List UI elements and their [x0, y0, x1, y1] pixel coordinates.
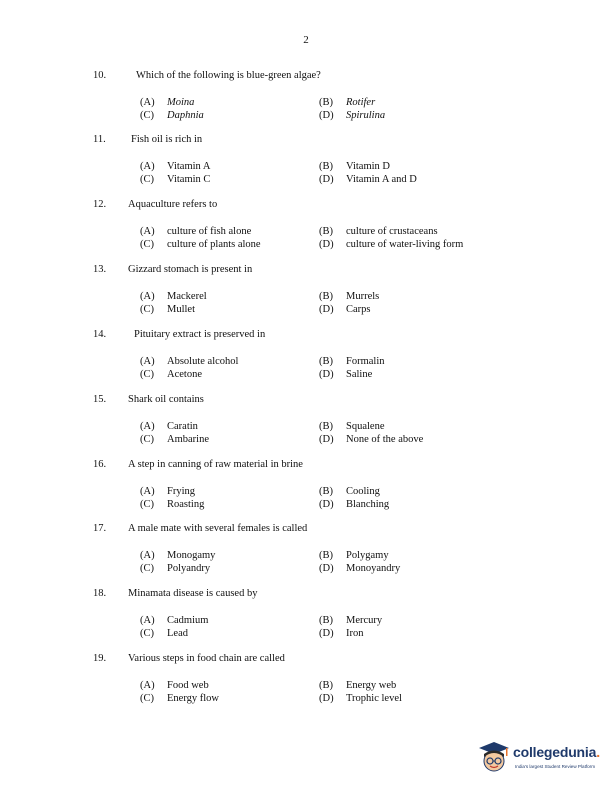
option-d: (D) Iron: [319, 628, 364, 639]
option-d: (D) culture of water-living form: [319, 239, 464, 250]
option-b: (B) Vitamin D: [319, 161, 390, 172]
option-a: (A) Absolute alcohol: [140, 356, 239, 367]
question-number: 11.: [93, 134, 106, 145]
option-b: (B) Mercury: [319, 615, 383, 626]
question-text: Pituitary extract is preserved in: [134, 329, 266, 340]
question-number: 17.: [93, 523, 107, 534]
question-number: 16.: [93, 459, 107, 470]
question-11: [0, 134, 612, 194]
option-b: (B) Murrels: [319, 291, 380, 302]
question-text: A step in canning of raw material in brine: [128, 459, 303, 470]
question-text: Which of the following is blue-green algae?: [136, 70, 321, 81]
brand-name: collegedunia.: [513, 744, 600, 760]
option-a: (A) Cadmium: [140, 615, 209, 626]
question-15: [0, 394, 612, 454]
option-a: (A) Caratin: [140, 421, 198, 432]
option-a: (A) Mackerel: [140, 291, 207, 302]
option-c: (C) Vitamin C: [140, 174, 211, 185]
option-b: (B) Polygamy: [319, 550, 389, 561]
option-a: (A) Frying: [140, 486, 196, 497]
option-d: (D) Trophic level: [319, 693, 402, 704]
question-number: 15.: [93, 394, 107, 405]
question-text: A male mate with several females is called: [128, 523, 308, 534]
option-b: (B) Cooling: [319, 486, 380, 497]
question-13: [0, 264, 612, 324]
option-c: (C) Ambarine: [140, 434, 209, 445]
option-a: (A) Moina: [140, 97, 195, 108]
option-b: (B) Squalene: [319, 421, 385, 432]
question-text: Shark oil contains: [128, 394, 204, 405]
question-text: Aquaculture refers to: [128, 199, 218, 210]
question-number: 13.: [93, 264, 107, 275]
question-text: Various steps in food chain are called: [128, 653, 285, 664]
option-c: (C) Lead: [140, 628, 188, 639]
option-c: (C) Polyandry: [140, 563, 211, 574]
question-17: [0, 523, 612, 583]
question-text: Minamata disease is caused by: [128, 588, 258, 599]
question-text: Gizzard stomach is present in: [128, 264, 253, 275]
question-text: Fish oil is rich in: [131, 134, 203, 145]
page-number: 2: [303, 34, 309, 46]
option-b: (B) culture of crustaceans: [319, 226, 438, 237]
option-c: (C) Mullet: [140, 304, 195, 315]
brand-tagline: India's largest Student Review Platform: [515, 764, 596, 769]
option-b: (B) Rotifer: [319, 97, 376, 108]
question-19: [0, 653, 612, 713]
option-d: (D) Saline: [319, 369, 373, 380]
question-16: [0, 459, 612, 519]
option-c: (C) Roasting: [140, 499, 205, 510]
question-number: 10.: [93, 70, 107, 81]
question-14: [0, 329, 612, 389]
question-10: [0, 70, 612, 130]
option-c: (C) Daphnia: [140, 110, 204, 121]
option-a: (A) culture of fish alone: [140, 226, 252, 237]
option-c: (C) Energy flow: [140, 693, 220, 704]
question-number: 12.: [93, 199, 107, 210]
question-number: 19.: [93, 653, 107, 664]
option-c: (C) Acetone: [140, 369, 202, 380]
question-18: [0, 588, 612, 648]
option-d: (D) None of the above: [319, 434, 424, 445]
collegedunia-logo[interactable]: [478, 738, 608, 782]
option-d: (D) Vitamin A and D: [319, 174, 417, 185]
question-number: 18.: [93, 588, 107, 599]
option-d: (D) Monoyandry: [319, 563, 401, 574]
option-d: (D) Blanching: [319, 499, 390, 510]
option-d: (D) Spirulina: [319, 110, 386, 121]
question-12: [0, 199, 612, 259]
question-number: 14.: [93, 329, 107, 340]
option-a: (A) Food web: [140, 680, 209, 691]
option-a: (A) Vitamin A: [140, 161, 211, 172]
option-d: (D) Carps: [319, 304, 371, 315]
option-c: (C) culture of plants alone: [140, 239, 261, 250]
option-b: (B) Formalin: [319, 356, 385, 367]
option-b: (B) Energy web: [319, 680, 397, 691]
student-mascot-icon: [478, 740, 510, 776]
option-a: (A) Monogamy: [140, 550, 216, 561]
